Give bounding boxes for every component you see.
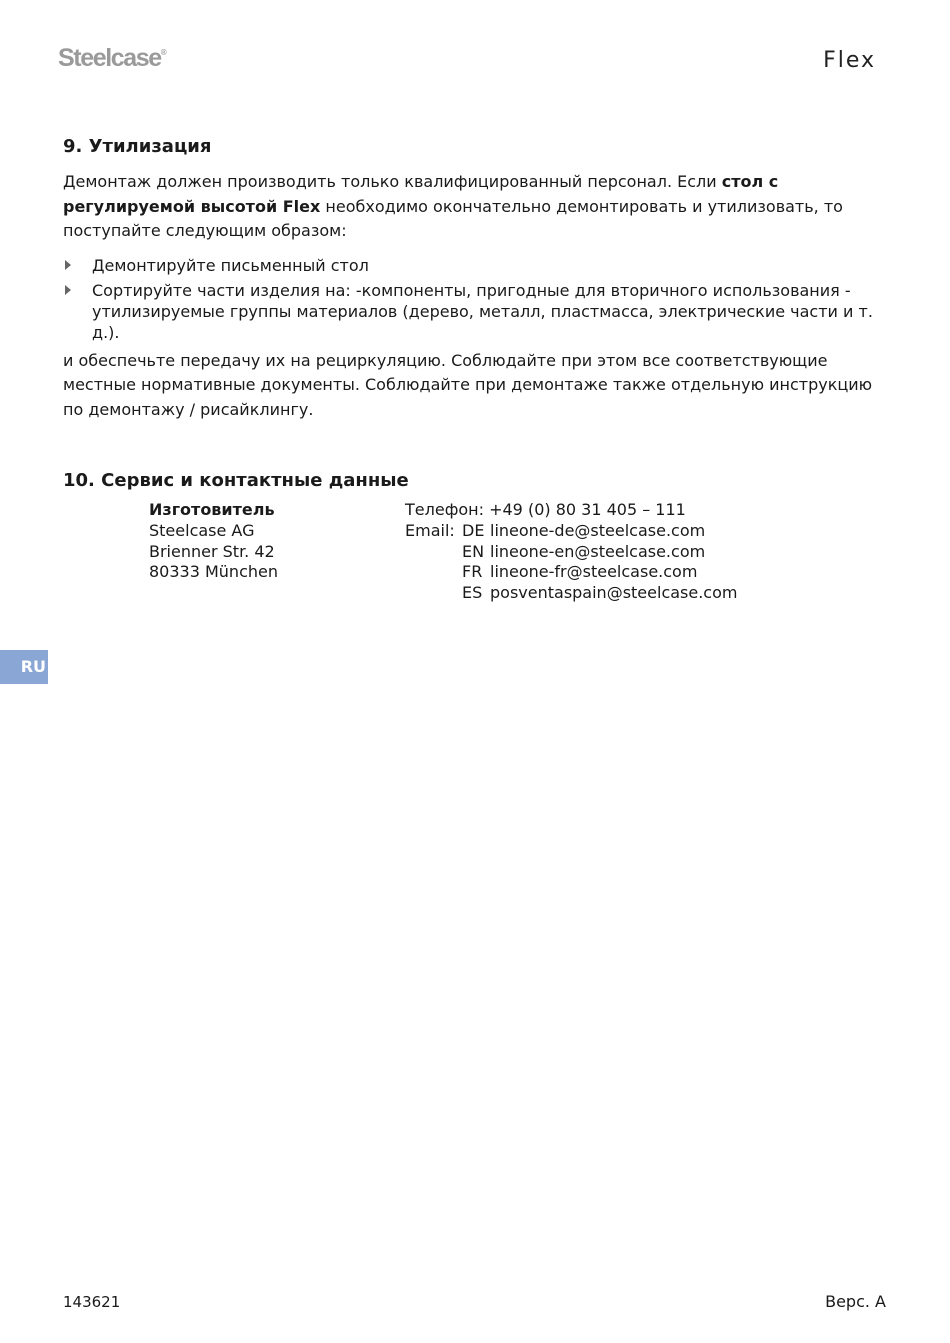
email-row xyxy=(405,542,737,563)
bullet-arrow-icon xyxy=(65,285,71,295)
email-row xyxy=(405,521,737,542)
section-9-closing: и обеспечьте передачу их на рециркуляцию. Соблюдайте при этом все соответствующие местные нормативные документы. Соблюдайте при демонтаже также отдельную инструкцию по демонтажу / рисайклингу. xyxy=(63,350,873,419)
list-item-text: Демонтируйте письменный стол xyxy=(92,255,369,275)
document-version: Верс. А xyxy=(825,1292,886,1311)
email-address-link[interactable]: posventaspain@steelcase.com xyxy=(490,583,738,603)
manufacturer-address xyxy=(149,500,278,583)
email-address-link[interactable]: lineone-fr@steelcase.com xyxy=(490,562,698,582)
list-item xyxy=(63,255,893,276)
email-country-code: ES xyxy=(462,583,483,603)
email-country-code: EN xyxy=(462,541,485,561)
disposal-steps-list xyxy=(63,255,893,343)
brand-name: Steelcase xyxy=(58,44,161,72)
manufacturer-label: Изготовитель xyxy=(149,500,275,519)
bullet-arrow-icon xyxy=(65,260,71,270)
steelcase-logo xyxy=(58,44,167,73)
email-address-link[interactable]: lineone-en@steelcase.com xyxy=(490,541,706,561)
city-address: 80333 München xyxy=(149,562,278,582)
street-address: Brienner Str. 42 xyxy=(149,541,275,561)
email-label: Email: xyxy=(405,520,455,540)
phone-number: Телефон: +49 (0) 80 31 405 – 111 xyxy=(405,500,686,519)
language-tab: RU xyxy=(0,650,48,684)
list-item-text: Сортируйте части изделия на: -компоненты, пригодные для вторичного использования - утилизируемые группы материалов (дерево, металл, пластмасса, электрические части и т. д.). xyxy=(92,280,873,342)
email-country-code: DE xyxy=(462,520,485,540)
list-item xyxy=(63,280,893,343)
intro-text-1: Демонтаж должен производить только квалифицированный персонал. Если xyxy=(63,172,722,191)
company-name: Steelcase AG xyxy=(149,520,255,540)
email-row xyxy=(405,562,737,583)
document-body xyxy=(63,134,893,612)
section-10-title: 10. Сервис и контактные данные xyxy=(63,470,409,491)
document-number: 143621 xyxy=(63,1293,121,1311)
email-address-link[interactable]: lineone-de@steelcase.com xyxy=(490,520,706,540)
product-name: Flex xyxy=(823,48,876,73)
intro-bold: стол с регулируемой высотой Flex xyxy=(63,172,779,216)
email-row xyxy=(405,583,737,604)
email-country-code: FR xyxy=(462,562,483,582)
contact-block xyxy=(63,500,893,612)
section-9-title: 9. Утилизация xyxy=(63,136,212,157)
section-9-intro xyxy=(63,170,893,244)
registered-mark: ® xyxy=(160,48,167,57)
contact-details xyxy=(405,500,737,604)
intro-text-2: необходимо окончательно демонтировать и утилизовать, то поступайте следующим образом: xyxy=(63,196,843,240)
